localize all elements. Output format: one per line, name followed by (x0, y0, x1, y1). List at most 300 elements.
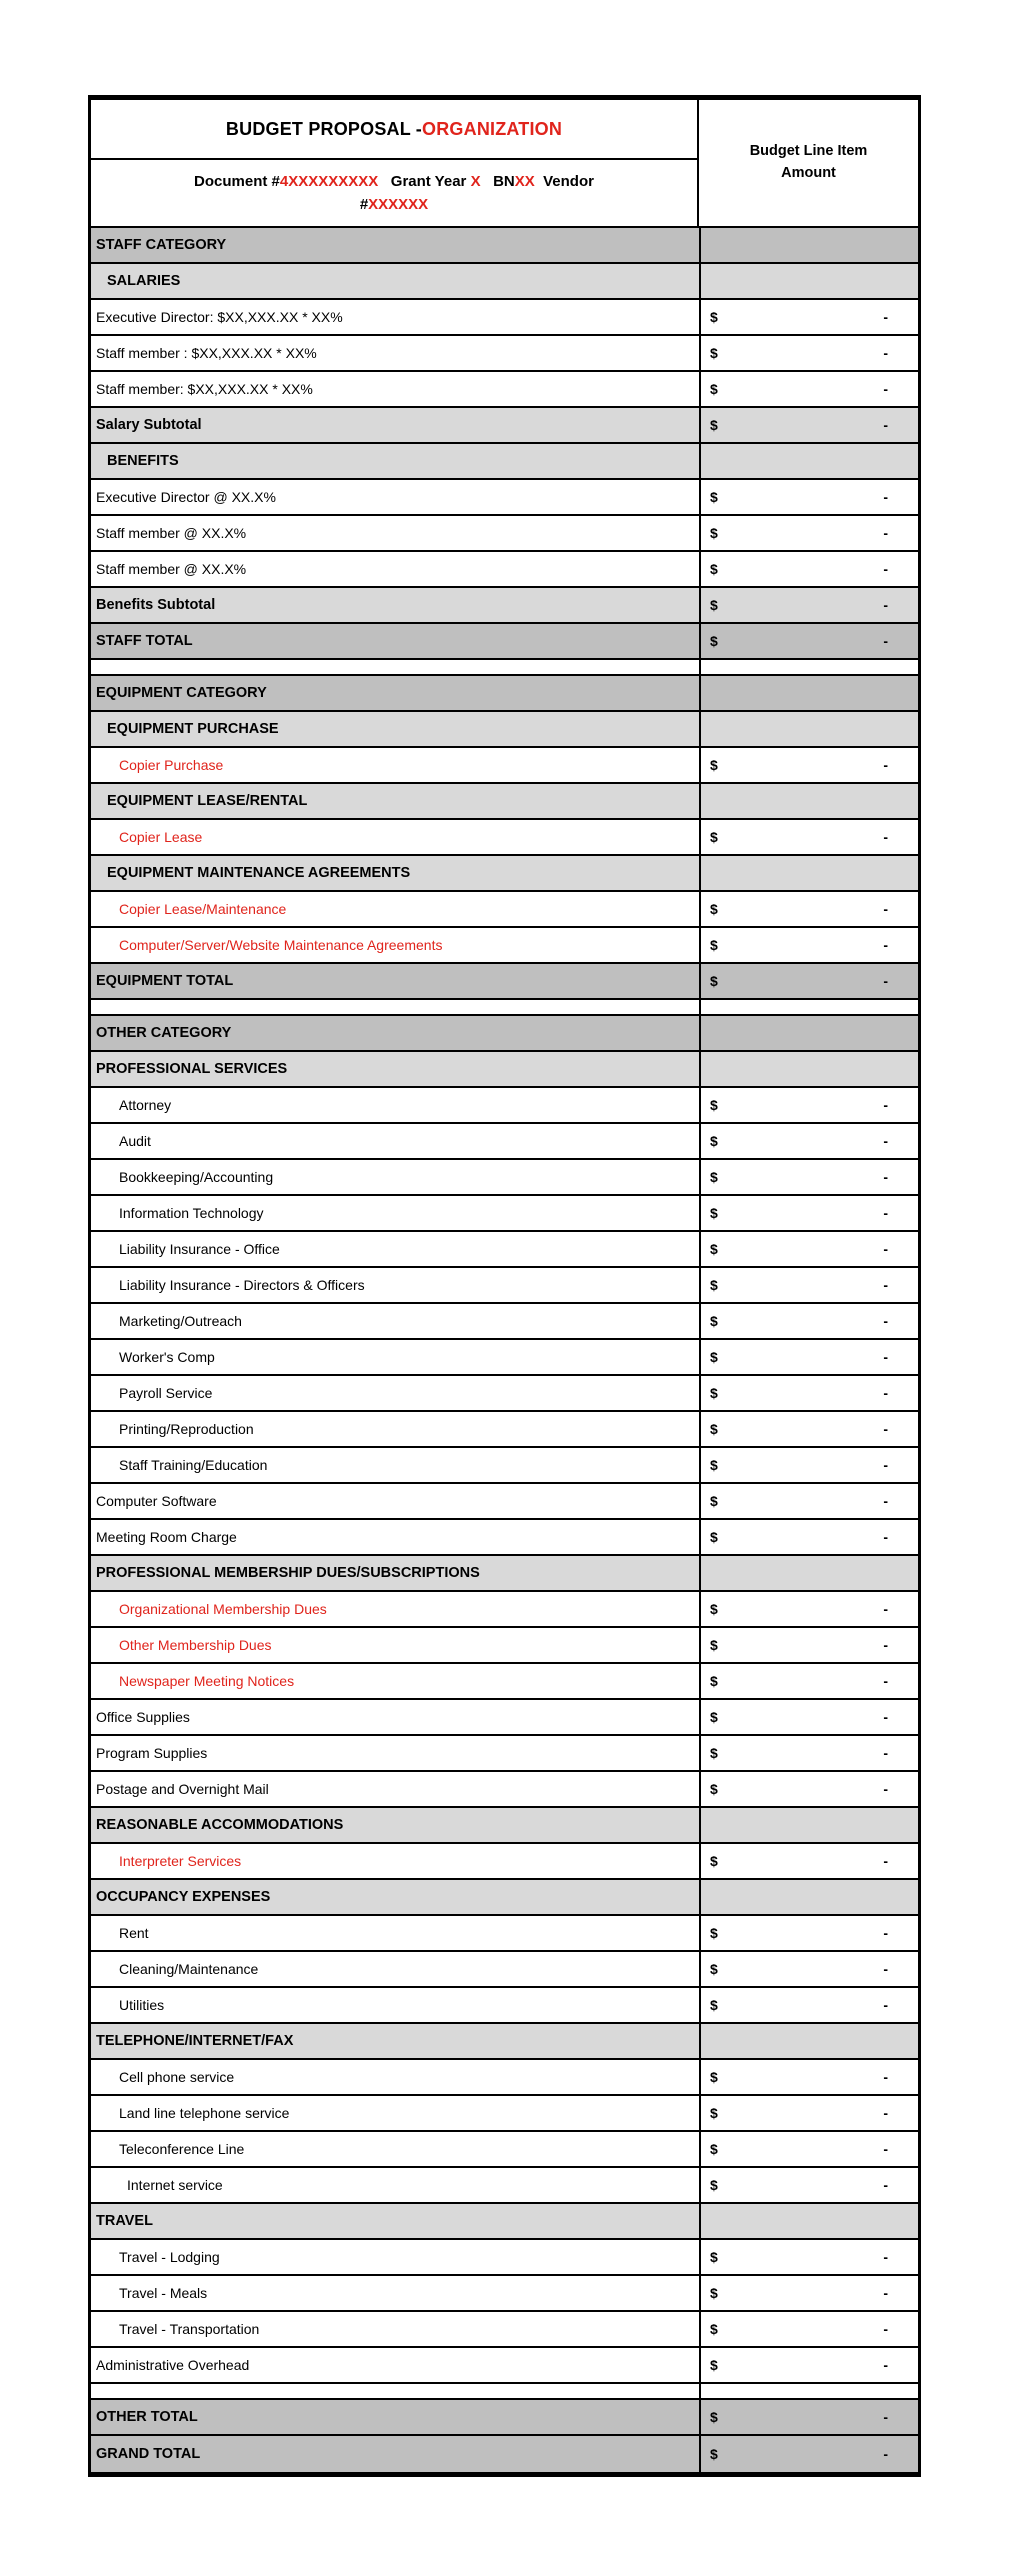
amount-value: - (883, 1745, 888, 1761)
row-label: Travel - Meals (119, 2285, 208, 2301)
placeholder-value-text: XX (514, 172, 535, 190)
currency-symbol: $ (710, 2321, 718, 2337)
table-row (91, 1412, 918, 1448)
amount-cell (699, 1520, 918, 1554)
table-row (91, 1844, 918, 1880)
amount-cell (699, 1340, 918, 1374)
table-row (91, 748, 918, 784)
row-label: Travel - Transportation (119, 2321, 260, 2337)
currency-symbol: $ (710, 1637, 718, 1653)
row-label: Computer/Server/Website Maintenance Agreements (119, 937, 443, 953)
amount-cell (699, 2384, 918, 2398)
currency-symbol: $ (710, 1349, 718, 1365)
table-row (91, 588, 918, 624)
amount-cell (699, 712, 918, 746)
currency-symbol: $ (710, 1169, 718, 1185)
table-row (91, 1700, 918, 1736)
currency-symbol: $ (710, 2446, 718, 2462)
table-row (91, 892, 918, 928)
amount-cell (699, 1484, 918, 1518)
row-label: Payroll Service (119, 1385, 213, 1401)
amount-cell (699, 1268, 918, 1302)
amount-value: - (883, 1673, 888, 1689)
table-body (91, 228, 918, 2472)
row-label: SALARIES (107, 273, 181, 289)
row-label: EQUIPMENT PURCHASE (107, 721, 279, 737)
row-label (91, 660, 699, 674)
currency-symbol: $ (710, 417, 718, 433)
spacer-row (91, 2384, 918, 2400)
row-label: Copier Lease/Maintenance (119, 901, 287, 917)
table-row (91, 2132, 918, 2168)
table-row (91, 1088, 918, 1124)
amount-value: - (883, 1133, 888, 1149)
amount-value: - (883, 597, 888, 613)
row-label: Staff member @ XX.X% (96, 525, 247, 541)
row-label: Information Technology (119, 1205, 264, 1221)
row-label (91, 2384, 699, 2398)
amount-value: - (883, 1709, 888, 1725)
row-label: TELEPHONE/INTERNET/FAX (96, 2033, 294, 2049)
amount-cell (699, 1700, 918, 1734)
amount-value: - (883, 1601, 888, 1617)
table-row (91, 2400, 918, 2436)
amount-cell (699, 516, 918, 550)
amount-cell (699, 2348, 918, 2382)
amount-value: - (883, 2409, 888, 2425)
row-label: Land line telephone service (119, 2105, 290, 2121)
amount-value: - (883, 381, 888, 397)
row-label: Worker's Comp (119, 1349, 215, 1365)
row-label: Teleconference Line (119, 2141, 245, 2157)
amount-value: - (883, 1205, 888, 1221)
amount-cell (699, 2060, 918, 2094)
table-row (91, 1124, 918, 1160)
amount-cell (699, 1844, 918, 1878)
table-row (91, 228, 918, 264)
static-label-text: BUDGET PROPOSAL - (225, 118, 423, 139)
amount-cell (699, 1772, 918, 1806)
amount-cell (699, 264, 918, 298)
row-label: Meeting Room Charge (96, 1529, 237, 1545)
currency-symbol: $ (710, 1421, 718, 1437)
table-row (91, 964, 918, 1000)
row-label: Liability Insurance - Directors & Officers (119, 1277, 365, 1293)
placeholder-value-text: 4XXXXXXXXX (279, 172, 379, 190)
row-label: Staff Training/Education (119, 1457, 268, 1473)
table-row (91, 856, 918, 892)
amount-value: - (883, 1997, 888, 2013)
row-label: GRAND TOTAL (96, 2446, 201, 2462)
static-label-text: BN (480, 172, 515, 190)
row-label: EQUIPMENT TOTAL (96, 973, 234, 989)
amount-cell (699, 1628, 918, 1662)
amount-cell (699, 336, 918, 370)
table-row (91, 2348, 918, 2384)
amount-cell (699, 1556, 918, 1590)
amount-cell (699, 588, 918, 622)
amount-cell (699, 676, 918, 710)
table-row (91, 1952, 918, 1988)
row-label: EQUIPMENT MAINTENANCE AGREEMENTS (107, 865, 411, 881)
table-row (91, 1196, 918, 1232)
table-row (91, 552, 918, 588)
table-row (91, 300, 918, 336)
placeholder-value-text: X (470, 172, 481, 190)
currency-symbol: $ (710, 2357, 718, 2373)
amount-value: - (883, 829, 888, 845)
currency-symbol: $ (710, 525, 718, 541)
row-label: Attorney (119, 1097, 172, 1113)
currency-symbol: $ (710, 1097, 718, 1113)
currency-symbol: $ (710, 1385, 718, 1401)
currency-symbol: $ (710, 829, 718, 845)
amount-value: - (883, 937, 888, 953)
row-label: Newspaper Meeting Notices (119, 1673, 295, 1689)
table-row (91, 1592, 918, 1628)
amount-value: - (883, 345, 888, 361)
amount-cell (699, 2024, 918, 2058)
amount-value: - (883, 1529, 888, 1545)
amount-cell (699, 964, 918, 998)
amount-cell (699, 2132, 918, 2166)
amount-cell (699, 1088, 918, 1122)
row-label: Program Supplies (96, 1745, 208, 1761)
row-label: Office Supplies (96, 1709, 190, 1725)
currency-symbol: $ (710, 345, 718, 361)
static-label-text: Grant Year (378, 172, 471, 190)
amount-cell (699, 1124, 918, 1158)
currency-symbol: $ (710, 1277, 718, 1293)
currency-symbol: $ (710, 1925, 718, 1941)
amount-cell (699, 300, 918, 334)
row-label: Postage and Overnight Mail (96, 1781, 269, 1797)
row-label: EQUIPMENT CATEGORY (96, 685, 267, 701)
amount-value: - (883, 1853, 888, 1869)
row-label: Printing/Reproduction (119, 1421, 254, 1437)
row-label: STAFF CATEGORY (96, 237, 227, 253)
row-label: Staff member : $XX,XXX.XX * XX% (96, 345, 317, 361)
table-row (91, 2024, 918, 2060)
amount-value: - (883, 1385, 888, 1401)
amount-value: - (883, 1169, 888, 1185)
table-row (91, 444, 918, 480)
currency-symbol: $ (710, 1709, 718, 1725)
table-row (91, 712, 918, 748)
row-label: Rent (119, 1925, 149, 1941)
amount-value: - (883, 561, 888, 577)
row-label: TRAVEL (96, 2213, 153, 2229)
amount-value: - (883, 1241, 888, 1257)
amount-cell (699, 1052, 918, 1086)
currency-symbol: $ (710, 561, 718, 577)
table-row (91, 336, 918, 372)
table-header-left (91, 100, 699, 226)
row-label: Travel - Lodging (119, 2249, 220, 2265)
table-row (91, 1916, 918, 1952)
row-label: STAFF TOTAL (96, 633, 193, 649)
amount-value: - (883, 2069, 888, 2085)
amount-cell (699, 1988, 918, 2022)
amount-value: - (883, 1097, 888, 1113)
table-row (91, 2312, 918, 2348)
amount-cell (699, 1232, 918, 1266)
table-row (91, 1520, 918, 1556)
table-row (91, 1484, 918, 1520)
amount-cell (699, 1000, 918, 1014)
row-label: REASONABLE ACCOMMODATIONS (96, 1817, 344, 1833)
amount-value: - (883, 2357, 888, 2373)
amount-cell (699, 480, 918, 514)
amount-cell (699, 1664, 918, 1698)
amount-column-header (699, 100, 918, 226)
amount-value: - (883, 1457, 888, 1473)
table-row (91, 2168, 918, 2204)
amount-cell (699, 2400, 918, 2434)
currency-symbol: $ (710, 901, 718, 917)
amount-cell (699, 820, 918, 854)
currency-symbol: $ (710, 1997, 718, 2013)
amount-value: - (883, 2446, 888, 2462)
table-row (91, 2096, 918, 2132)
placeholder-value-text: XXXXXX (368, 196, 429, 213)
currency-symbol: $ (710, 381, 718, 397)
table-row (91, 784, 918, 820)
amount-cell (699, 1448, 918, 1482)
spacer-row (91, 1000, 918, 1016)
currency-symbol: $ (710, 973, 718, 989)
currency-symbol: $ (710, 757, 718, 773)
row-label: Liability Insurance - Office (119, 1241, 280, 1257)
currency-symbol: $ (710, 309, 718, 325)
amount-cell (699, 1160, 918, 1194)
row-label: Copier Lease (119, 829, 203, 845)
currency-symbol: $ (710, 1205, 718, 1221)
amount-value: - (883, 417, 888, 433)
amount-cell (699, 748, 918, 782)
amount-value: - (883, 2285, 888, 2301)
currency-symbol: $ (710, 2069, 718, 2085)
row-label: BENEFITS (107, 453, 179, 469)
placeholder-value-text: ORGANIZATION (422, 118, 563, 139)
amount-cell (699, 1376, 918, 1410)
row-label: Staff member @ XX.X% (96, 561, 247, 577)
amount-value: - (883, 1277, 888, 1293)
amount-cell (699, 408, 918, 442)
table-row (91, 480, 918, 516)
amount-value: - (883, 1925, 888, 1941)
amount-cell (699, 1592, 918, 1626)
currency-symbol: $ (710, 1529, 718, 1545)
currency-symbol: $ (710, 1745, 718, 1761)
currency-symbol: $ (710, 633, 718, 649)
static-label-text: Vendor (534, 172, 594, 190)
table-row (91, 1376, 918, 1412)
currency-symbol: $ (710, 1673, 718, 1689)
static-label-text: Document # (194, 172, 280, 190)
currency-symbol: $ (710, 1133, 718, 1149)
table-row (91, 1772, 918, 1808)
amount-cell (699, 372, 918, 406)
amount-value: - (883, 2321, 888, 2337)
row-label: Cleaning/Maintenance (119, 1961, 259, 1977)
row-label: Copier Purchase (119, 757, 224, 773)
budget-proposal-table (88, 95, 921, 2477)
row-label: Staff member: $XX,XXX.XX * XX% (96, 381, 313, 397)
currency-symbol: $ (710, 2409, 718, 2425)
table-row (91, 2204, 918, 2240)
currency-symbol: $ (710, 937, 718, 953)
row-label: Marketing/Outreach (119, 1313, 242, 1329)
table-row (91, 1664, 918, 1700)
table-row (91, 624, 918, 660)
amount-cell (699, 2168, 918, 2202)
amount-value: - (883, 525, 888, 541)
currency-symbol: $ (710, 1781, 718, 1797)
currency-symbol: $ (710, 597, 718, 613)
static-label-text: # (359, 196, 369, 213)
row-label: Internet service (127, 2177, 223, 2193)
row-label: Executive Director: $XX,XXX.XX * XX% (96, 309, 343, 325)
amount-cell (699, 2096, 918, 2130)
document-info-line (360, 193, 428, 216)
amount-value: - (883, 1493, 888, 1509)
amount-cell (699, 2204, 918, 2238)
amount-value: - (883, 1637, 888, 1653)
row-label: OCCUPANCY EXPENSES (96, 1889, 271, 1905)
row-label: Benefits Subtotal (96, 597, 216, 613)
table-row (91, 820, 918, 856)
amount-column-header-label: Budget Line Item Amount (749, 143, 868, 181)
row-label: Administrative Overhead (96, 2357, 250, 2373)
table-row (91, 1268, 918, 1304)
table-row (91, 1880, 918, 1916)
table-row (91, 1016, 918, 1052)
currency-symbol: $ (710, 1313, 718, 1329)
table-row (91, 1232, 918, 1268)
table-row (91, 516, 918, 552)
currency-symbol: $ (710, 1853, 718, 1869)
row-label: Utilities (119, 1997, 165, 2013)
table-row (91, 2060, 918, 2096)
row-label: Salary Subtotal (96, 417, 202, 433)
table-row (91, 408, 918, 444)
table-row (91, 1736, 918, 1772)
amount-cell (699, 1016, 918, 1050)
row-label: Computer Software (96, 1493, 217, 1509)
table-row (91, 264, 918, 300)
amount-cell (699, 2240, 918, 2274)
table-row (91, 1556, 918, 1592)
amount-cell (699, 1916, 918, 1950)
currency-symbol: $ (710, 2141, 718, 2157)
amount-value: - (883, 309, 888, 325)
amount-value: - (883, 1349, 888, 1365)
spacer-row (91, 660, 918, 676)
amount-cell (699, 856, 918, 890)
row-label: Audit (119, 1133, 151, 1149)
table-row (91, 1628, 918, 1664)
table-row (91, 1052, 918, 1088)
amount-value: - (883, 2141, 888, 2157)
table-row (91, 1448, 918, 1484)
page-title (91, 100, 697, 160)
table-row (91, 1160, 918, 1196)
currency-symbol: $ (710, 2249, 718, 2265)
row-label: OTHER CATEGORY (96, 1025, 232, 1041)
table-header (91, 100, 918, 228)
amount-cell (699, 2276, 918, 2310)
amount-value: - (883, 973, 888, 989)
amount-value: - (883, 489, 888, 505)
row-label (91, 1000, 699, 1014)
document-info (91, 160, 697, 226)
row-label: OTHER TOTAL (96, 2409, 198, 2425)
amount-value: - (883, 1781, 888, 1797)
currency-symbol: $ (710, 1457, 718, 1473)
currency-symbol: $ (710, 489, 718, 505)
row-label: PROFESSIONAL MEMBERSHIP DUES/SUBSCRIPTIONS (96, 1565, 480, 1581)
amount-cell (699, 784, 918, 818)
currency-symbol: $ (710, 1601, 718, 1617)
amount-cell (699, 624, 918, 658)
currency-symbol: $ (710, 2105, 718, 2121)
amount-value: - (883, 2177, 888, 2193)
amount-cell (699, 1952, 918, 1986)
amount-cell (699, 2312, 918, 2346)
amount-cell (699, 1736, 918, 1770)
row-label: Bookkeeping/Accounting (119, 1169, 274, 1185)
table-row (91, 1988, 918, 2024)
table-row (91, 1808, 918, 1844)
currency-symbol: $ (710, 2285, 718, 2301)
currency-symbol: $ (710, 1493, 718, 1509)
amount-cell (699, 1304, 918, 1338)
row-label: Organizational Membership Dues (119, 1601, 327, 1617)
amount-cell (699, 1412, 918, 1446)
amount-cell (699, 660, 918, 674)
currency-symbol: $ (710, 2177, 718, 2193)
amount-cell (699, 1808, 918, 1842)
table-row (91, 928, 918, 964)
row-label: PROFESSIONAL SERVICES (96, 1061, 288, 1077)
table-row (91, 2240, 918, 2276)
amount-cell (699, 228, 918, 262)
table-row (91, 372, 918, 408)
amount-cell (699, 892, 918, 926)
amount-cell (699, 2436, 918, 2472)
table-row (91, 2436, 918, 2472)
amount-cell (699, 552, 918, 586)
table-row (91, 676, 918, 712)
amount-value: - (883, 757, 888, 773)
table-row (91, 1340, 918, 1376)
amount-value: - (883, 901, 888, 917)
amount-cell (699, 928, 918, 962)
row-label: Other Membership Dues (119, 1637, 272, 1653)
row-label: Interpreter Services (119, 1853, 242, 1869)
currency-symbol: $ (710, 1241, 718, 1257)
row-label: EQUIPMENT LEASE/RENTAL (107, 793, 308, 809)
amount-value: - (883, 633, 888, 649)
amount-value: - (883, 2249, 888, 2265)
amount-value: - (883, 1313, 888, 1329)
table-row (91, 2276, 918, 2312)
amount-cell (699, 444, 918, 478)
amount-value: - (883, 1421, 888, 1437)
amount-cell (699, 1880, 918, 1914)
row-label: Cell phone service (119, 2069, 235, 2085)
